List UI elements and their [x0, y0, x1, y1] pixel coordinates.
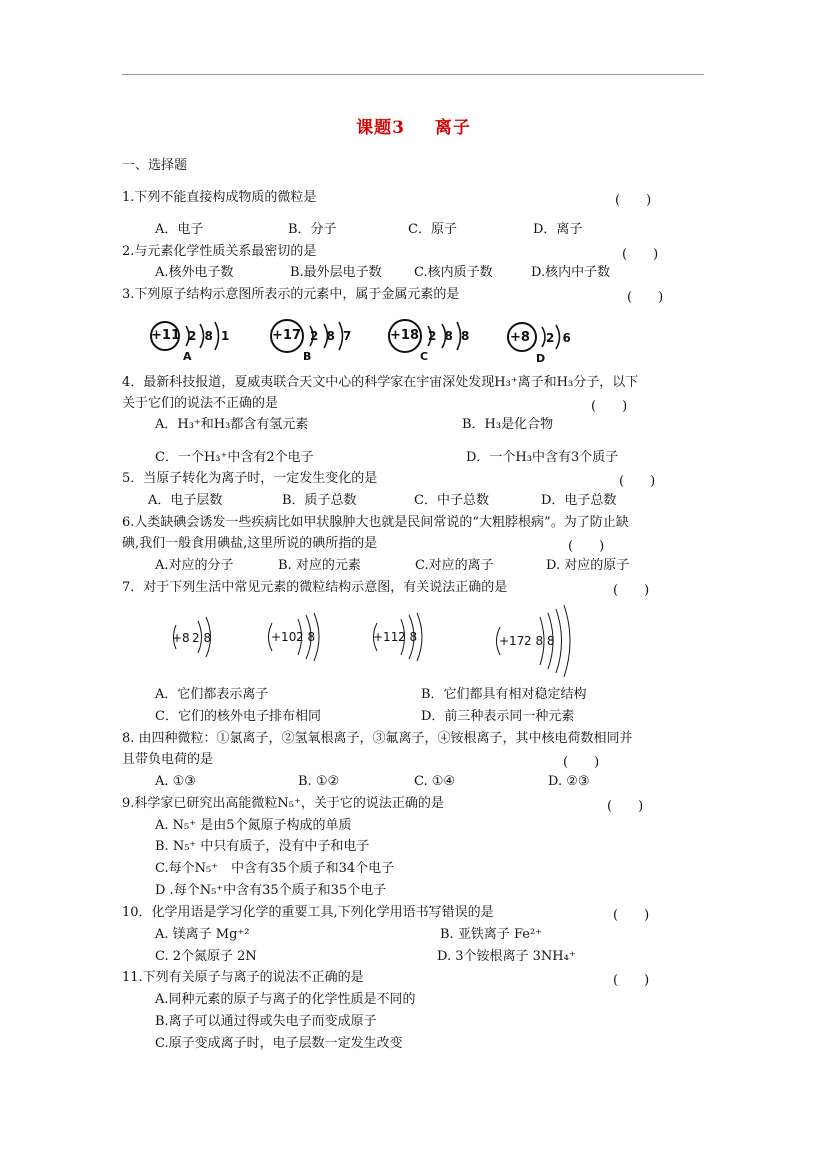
q1-stem: 1.下列不能直接构成物质的微粒是 [122, 190, 317, 205]
q2-option-c: C.核内质子数 [414, 265, 493, 280]
q10-option-b: B. 亚铁离子 Fe²⁺ [440, 927, 543, 942]
q11-answer-bracket: ( ) [613, 973, 650, 988]
header-rule [122, 74, 704, 75]
q7-option-c: C．它们的核外电子排布相同 [155, 709, 321, 724]
q3-a-letter: A [183, 350, 192, 363]
q1-option-a: A．电子 [155, 222, 204, 237]
q4-stem-line1: 4．最新科技报道，夏威夷联合天文中心的科学家在宇宙深处发现H₃⁺离子和H₃分子，以下 [122, 375, 639, 390]
q3-stem: 3.下列原子结构示意图所表示的元素中，属于金属元素的是 [122, 287, 460, 302]
q10-stem: 10．化学用语是学习化学的重要工具,下列化学用语书写错误的是 [122, 905, 494, 920]
q4-option-a: A．H₃⁺和H₃都含有氢元素 [155, 417, 309, 432]
q2-option-a: A.核外电子数 [155, 265, 234, 280]
q2-stem: 2.与元素化学性质关系最密切的是 [122, 244, 317, 259]
q10-answer-bracket: ( ) [613, 908, 650, 923]
q7-2-nucleus: +10 [271, 630, 297, 644]
q1-answer-bracket: ( ) [615, 193, 652, 208]
q9-option-a: A. N₅⁺ 是由5个氮原子构成的单质 [155, 818, 352, 833]
q7-1-shells: 2 8 [192, 631, 212, 645]
q5-stem: 5．当原子转化为离子时，一定发生变化的是 [122, 471, 378, 486]
q3-c-nucleus: +18 [390, 328, 419, 343]
q6-answer-bracket: ( ) [568, 539, 605, 554]
q3-a-shells: 2 8 1 [188, 329, 230, 343]
q7-4-shells: 2 8 8 [524, 634, 555, 648]
q8-stem-line1: 8. 由四种微粒：①氯离子，②氢氧根离子，③氟离子，④铵根离子，其中核电荷数相同并 [122, 731, 633, 746]
q4-answer-bracket: ( ) [591, 399, 628, 414]
q7-1-nucleus: +8 [172, 631, 190, 645]
q11-option-b: B.离子可以通过得或失电子而变成原子 [155, 1014, 377, 1029]
q6-option-b: B. 对应的元素 [278, 558, 361, 573]
q4-stem-line2: 关于它们的说法不正确的是 [122, 396, 279, 411]
q3-d-nucleus: +8 [510, 330, 530, 345]
q6-option-c: C.对应的离子 [415, 558, 494, 573]
q9-option-c: C.每个N₅⁺ 中含有35个质子和34个电子 [155, 861, 395, 876]
q6-option-a: A.对应的分子 [155, 558, 234, 573]
q2-option-d: D.核内中子数 [531, 265, 611, 280]
q6-option-d: D. 对应的原子 [546, 558, 630, 573]
q8-option-c: C. ①④ [414, 774, 456, 789]
q8-stem-line2: 且带负电荷的是 [122, 752, 214, 767]
q5-answer-bracket: ( ) [619, 474, 656, 489]
q7-stem: 7．对于下列生活中常见元素的微粒结构示意图，有关说法正确的是 [122, 580, 508, 595]
q11-option-a: A.同种元素的原子与离子的化学性质是不同的 [155, 992, 416, 1007]
q4-option-b: B．H₃是化合物 [462, 417, 554, 432]
q3-c-shells: 2 8 8 [428, 329, 470, 343]
q10-option-d: D. 3个铵根离子 3NH₄⁺ [437, 949, 576, 964]
q5-option-d: D．电子总数 [541, 493, 617, 508]
q10-option-c: C. 2个氮原子 2N [155, 949, 257, 964]
q4-option-c: C．一个H₃⁺中含有2个电子 [155, 450, 314, 465]
q7-2-shells: 2 8 [296, 630, 316, 644]
q3-b-nucleus: +17 [272, 328, 301, 343]
q4-option-d: D．一个H₃中含有3个质子 [466, 450, 619, 465]
q5-option-a: A．电子层数 [148, 493, 223, 508]
q5-option-c: C．中子总数 [414, 493, 489, 508]
q10-option-a: A. 镁离子 Mg⁺² [155, 927, 250, 942]
q7-option-b: B．它们都具有相对稳定结构 [421, 687, 587, 702]
q7-4-nucleus: +17 [499, 634, 525, 648]
q9-stem: 9.科学家已研究出高能微粒N₅⁺，关于它的说法正确的是 [122, 796, 444, 811]
q7-3-nucleus: +11 [373, 630, 399, 644]
q8-option-b: B. ①② [298, 774, 340, 789]
q7-option-d: D．前三种表示同一种元素 [421, 709, 575, 724]
q3-a-nucleus: +11 [151, 328, 180, 343]
q2-answer-bracket: ( ) [622, 247, 659, 262]
q7-answer-bracket: ( ) [613, 583, 650, 598]
q6-stem-line2: 碘,我们一般食用碘盐,这里所说的碘所指的是 [122, 536, 378, 551]
q3-d-shells: 2 6 [546, 331, 571, 345]
q3-b-shells: 2 8 7 [310, 329, 352, 343]
q1-option-d: D．离子 [533, 222, 583, 237]
q3-d-letter: D [536, 352, 546, 365]
q11-stem: 11.下列有关原子与离子的说法不正确的是 [122, 970, 364, 985]
q8-answer-bracket: ( ) [563, 755, 600, 770]
q1-option-c: C．原子 [408, 222, 457, 237]
q3-c-letter: C [420, 350, 429, 363]
q9-option-d: D .每个N₅⁺中含有35个质子和35个电子 [155, 883, 387, 898]
q5-option-b: B．质子总数 [282, 493, 357, 508]
q7-option-a: A．它们都表示离子 [155, 687, 269, 702]
q1-option-b: B．分子 [288, 222, 337, 237]
q8-option-a: A. ①③ [155, 774, 196, 789]
title-topic: 离子 [434, 118, 471, 138]
q9-option-b: B. N₅⁺ 中只有质子，没有中子和电子 [155, 839, 370, 854]
q6-stem-line1: 6.人类缺碘会诱发一些疾病比如甲状腺肿大也就是民间常说的“大粗脖根病”。为了防止缺 [122, 515, 629, 530]
section-heading: 一、选择题 [122, 158, 188, 173]
q2-option-b: B.最外层电子数 [290, 265, 382, 280]
page-title [0, 113, 827, 138]
q3-b-letter: B [303, 350, 312, 363]
q3-answer-bracket: ( ) [627, 290, 664, 305]
q8-option-d: D. ②③ [548, 774, 590, 789]
q7-3-shells: 2 8 [398, 630, 418, 644]
q11-option-c: C.原子变成离子时，电子层数一定发生改变 [155, 1036, 403, 1051]
title-lesson: 课题3 [356, 118, 405, 138]
q9-answer-bracket: ( ) [607, 799, 644, 814]
